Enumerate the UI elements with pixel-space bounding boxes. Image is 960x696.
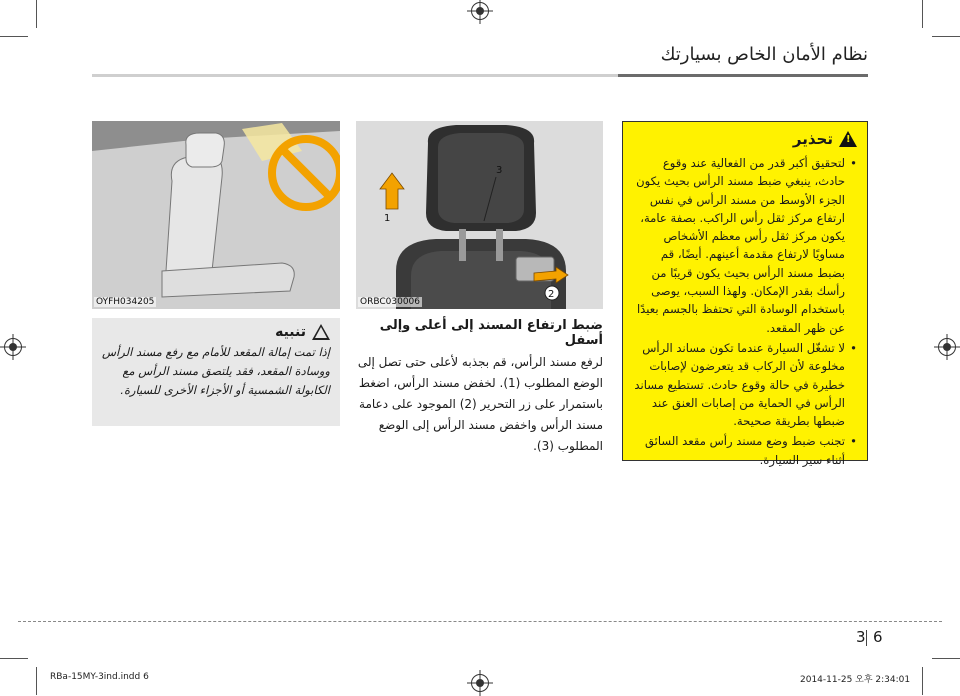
- warning-triangle-icon: !: [839, 131, 857, 147]
- registration-mark-left: [4, 338, 22, 356]
- registration-mark-right: [938, 338, 956, 356]
- registration-mark-bottom: [471, 674, 489, 692]
- callout-label: 1: [384, 213, 391, 224]
- procedure-body: لرفع مسند الرأس، قم بجذبه لأعلى حتى تصل إلى الوضع المطلوب (1). لخفض مسند الرأس، اضغط باستمرار على زر التحرير (2) الموجود على دعامة مسند الرأس واخفض مسند الرأس إلى الوضع المطلوب (3).: [357, 355, 603, 453]
- header-divider-accent: [618, 74, 868, 77]
- warning-header: [633, 130, 857, 148]
- file-timestamp: 2014-11-25 오후 2:34:01: [800, 675, 911, 685]
- page-number-separator: [866, 630, 867, 646]
- page-number-chapter: 3: [856, 628, 866, 646]
- figure-code: OYFH034205: [96, 297, 155, 307]
- caution-header: [102, 324, 330, 340]
- headrest-adjustment-photo: [356, 121, 603, 309]
- registration-mark-top: [471, 2, 489, 20]
- caution-title: تنبيه: [275, 324, 306, 340]
- warning-bullet: • لا تشغّل السيارة عندما تكون مساند الرأس مخلوعة لأن الركاب قد يتعرضون لإصابات خطيرة في حالة وقوع حادث. تستطيع مساند الرأس في الحماية من إصابات العنق عند ضبطها بطريقة صحيحة.: [633, 339, 857, 430]
- caution-triangle-icon: [312, 324, 330, 340]
- procedure-section: [356, 318, 603, 457]
- callout-label: 2: [548, 289, 555, 300]
- figure-code: ORBC030006: [360, 297, 420, 307]
- file-slug: RBa-15MY-3ind.indd 6: [50, 672, 149, 682]
- warning-bullet: • تجنب ضبط وضع مسند رأس مقعد السائق أثناء سير السيارة.: [633, 432, 857, 469]
- caution-body: إذا تمت إمالة المقعد للأمام مع رفع مسند الرأس ووسادة المقعد، فقد يلتصق مسند الرأس مع الكابولة الشمسية أو الأجزاء الأخرى للسيارة.: [102, 345, 330, 397]
- page-header-title: نظام الأمان الخاص بسيارتك: [660, 44, 868, 65]
- seat-prohibition-photo: [92, 121, 340, 309]
- headrest-illustration: [356, 121, 603, 309]
- footer-divider: [18, 621, 942, 622]
- procedure-title: ضبط ارتفاع المسند إلى أعلى وإلى أسفل: [379, 318, 603, 348]
- warning-title: تحذير: [792, 130, 833, 148]
- warning-box: [622, 121, 868, 467]
- callout-label: 3: [496, 165, 503, 176]
- page-number: 6: [873, 628, 883, 646]
- caution-box: [92, 318, 340, 426]
- warning-bullet: • لتحقيق أكبر قدر من الفعالية عند وقوع حادث، ينبغي ضبط مسند الرأس بحيث يكون الجزء الأوسط من مسند الرأس في نفس ارتفاع مركز ثقل رأس الراكب. بصفة عامة، يكون مركز ثقل رأس معظم الأشخاص مساويًا لارتفاع مقدمة أعينهم. أيضًا، قم بضبط مسند الرأس بحيث يكون قريبًا من رأسك بقدر الإمكان. ولهذا السبب، يوصى باستخدام الوسادة التي تحتفظ بالجسم بعيدًا عن ظهر المقعد.: [633, 154, 857, 337]
- seat-illustration: [92, 121, 340, 309]
